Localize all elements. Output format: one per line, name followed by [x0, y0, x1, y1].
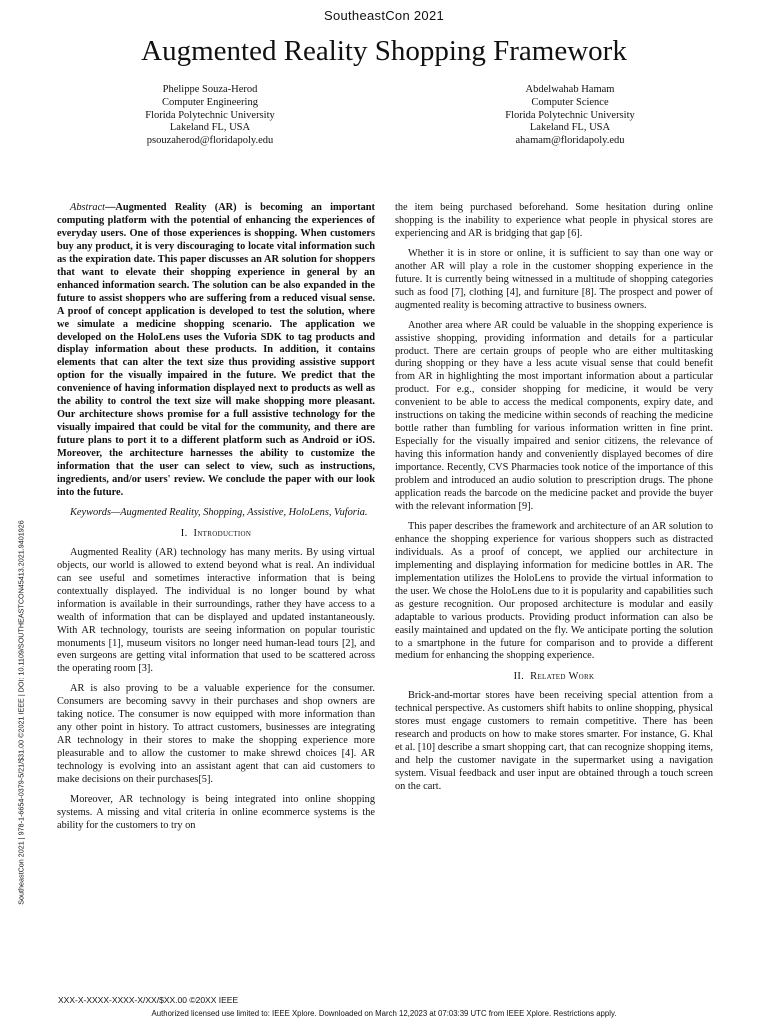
related-paragraph-1: Brick-and-mortar stores have been receiving special attention from a technical perspective. As customers shift habits to online shopping, physical stores must engage customers to remain competitive. There has been research and products on how to make stores smarter. For instance, G. Khal et al. [10] describe a smart shopping cart, that can recognize shopping items, and help the customer navigate in the supermarket using a navigation system. Visual feedback and user input are obtained through a touch screen on the cart. [395, 690, 713, 793]
author-name: Abdelwahab Hamam [525, 84, 615, 95]
section-title: Introduction [193, 527, 252, 539]
intro-paragraph-5: Another area where AR could be valuable in the shopping experience is assistive shopping, providing information and details for a particular product. There are certain groups of people who are either multitasking during shopping or they have a less acute visual sense that could benefit from AR in highlighting the most important information about a particular product. For e.g., consider shopping for medicine, it would be very convenient to be able to access the medical components, expiry date, and instructions on taking the medicine within seconds of reaching the medicine bottle rather than fumbling for various information written in fine print. Especially for the visually impaired and senior citizens, the relevance of having this information handy and conveniently displayed becomes of dire importance. Recently, CVS Pharmacies took notice of the importance of this problem and introduced an audio solution to prescription drugs. The phone application reads the barcode on the medicine packet and provide the buyer with the relevant information [9]. [395, 319, 713, 512]
section-heading-introduction [57, 528, 375, 541]
section-number: I. [180, 527, 188, 539]
intro-paragraph-6: This paper describes the framework and architecture of an AR solution to enhance the shopping experience for various shoppers such as distracted individuals. As a proof of concept, we applied our architecture in implementing and displaying information for medicine bottles in AR. The implementation utilizes the HoloLens to provide the virtual information to the user. We chose the HoloLens due to it is popularity and capabilities such as gesture recognition. Our proposed architecture is modular and easily adaptable to various products. Providing product information can also be easily maintained and updated on the fly. We anticipate porting the solution to a smartphone in the future for comparison and to provide a different medium for enhancing the shopping experience. [395, 520, 713, 662]
abstract-dash: — [105, 202, 116, 213]
section-title: Related Work [530, 671, 595, 683]
author-2 [420, 84, 720, 148]
doi-sidebar-text: SoutheastCon 2021 | 978-1-6654-0379-5/21/$31.00 ©2021 IEEE | DOI: 10.1109/SOUTHEASTCON45413.2021.9401926 [16, 520, 26, 905]
author-department: Computer Science [531, 96, 609, 108]
author-location: Lakeland FL, USA [169, 122, 251, 134]
author-organization: Florida Polytechnic University [505, 109, 635, 121]
section-heading-related-work [395, 671, 713, 684]
intro-paragraph-1: Augmented Reality (AR) technology has many merits. By using virtual objects, our world is allowed to extend beyond what is real. An individual can see useful and sometimes interactive information that is being contextually displayed. The individual is no longer bound by what information is available in their surroundings, rather they have access to a wealth of information that can be displayed and updated instantaneously. With AR technology, tourists are seeing information on popular touristic monuments [1], museum visitors no longer need human-lead tours [2], and even surgeons are getting vital information that used to be scattered across the operating room [3]. [57, 546, 375, 675]
abstract-text: Augmented Reality (AR) is becoming an important computing platform with the potential of enhancing the experiences of everyday users. One of those experiences is shopping. When customers buy any product, it is very discouraging to locate vital information such as the expiration date. This paper discusses an AR solution for shoppers that want to elevate their shopping experience in general by an enhanced information search. The solution can be also expanded in the future to assist shoppers who are suffering from a reduced visual sense. A proof of concept application is developed to test the solution, where we simulate a medicine shopping scenario. The application we developed on the HoloLens uses the Vuforia SDK to tag products and display information about these products. In addition, it contains elements that can alter the text size thus providing assistive support option for the visually impaired in the future. We predict that the convenience of having information displayed next to products as well as the ability to control the text size will make shopping more pleasant. Our architecture shows promise for a full assistive technology for the visually impaired that could be vital for the community, and there are future plans to port it to a different platform such as Android or iOS. Moreover, the architecture harnesses the ability to customize the information that the user can select to view, such as instructions, ingredients, and/or users' review. We conclude the paper with our look into the future. [57, 202, 375, 498]
intro-paragraph-continued: the item being purchased beforehand. Some hesitation during online shopping is the inability to experience what people in physical stores are experiencing and AR is bridging that gap [6]. [395, 202, 713, 239]
license-footer: Authorized licensed use limited to: IEEE Xplore. Downloaded on March 12,2023 at 07:03:39 UTC from IEEE Xplore. Restrictions apply. [151, 1009, 617, 1018]
doi-sidebar [14, 480, 28, 950]
abstract-lead: Abstract [70, 202, 106, 213]
author-name: Phelippe Souza-Herod [162, 84, 258, 95]
copyright-line: XXX-X-XXXX-XXXX-X/XX/$XX.00 ©20XX IEEE [58, 995, 239, 1005]
section-number: II. [513, 671, 525, 683]
conference-name: SoutheastCon 2021 [323, 8, 445, 23]
right-column [395, 202, 713, 801]
author-block [60, 84, 720, 148]
author-department: Computer Engineering [162, 96, 258, 108]
intro-paragraph-2: AR is also proving to be a valuable experience for the consumer. Consumers are becoming savvy in their purchases and shop owners are taking notice. The consumer is now equipped with more information than any other point in history. To attract customers, businesses are integrating AR technology in their stores to make the shopping experience more pleasurable and to allow the customer to make shrewd choices [4]. AR technology is evolving into an assistant agent that can aid customers to make decisions on their purchases[5]. [57, 683, 375, 786]
paper-title: Augmented Reality Shopping Framework [141, 35, 627, 67]
intro-paragraph-4: Whether it is in store or online, it is sufficient to say than one way or another AR will play a role in the customer shopping experience in the future. It is currently being witnessed in a multitude of shopping categories such as food [7], clothing [4], and furniture [8]. The prospect and power of augmented reality is becoming attractive to business owners. [395, 247, 713, 311]
author-email: psouzaherod@floridapoly.edu [146, 135, 274, 147]
author-location: Lakeland FL, USA [529, 122, 611, 134]
intro-paragraph-3: Moreover, AR technology is being integrated into online shopping systems. A missing and vital criteria in online ecommerce systems is the ability for the customers to try on [57, 793, 375, 831]
abstract [57, 202, 375, 500]
keywords: Keywords—Augmented Reality, Shopping, Assistive, HoloLens, Vuforia. [70, 506, 368, 518]
author-email: ahamam@floridapoly.edu [515, 135, 625, 147]
left-column [57, 202, 375, 840]
author-organization: Florida Polytechnic University [145, 109, 275, 121]
author-1 [60, 84, 360, 148]
